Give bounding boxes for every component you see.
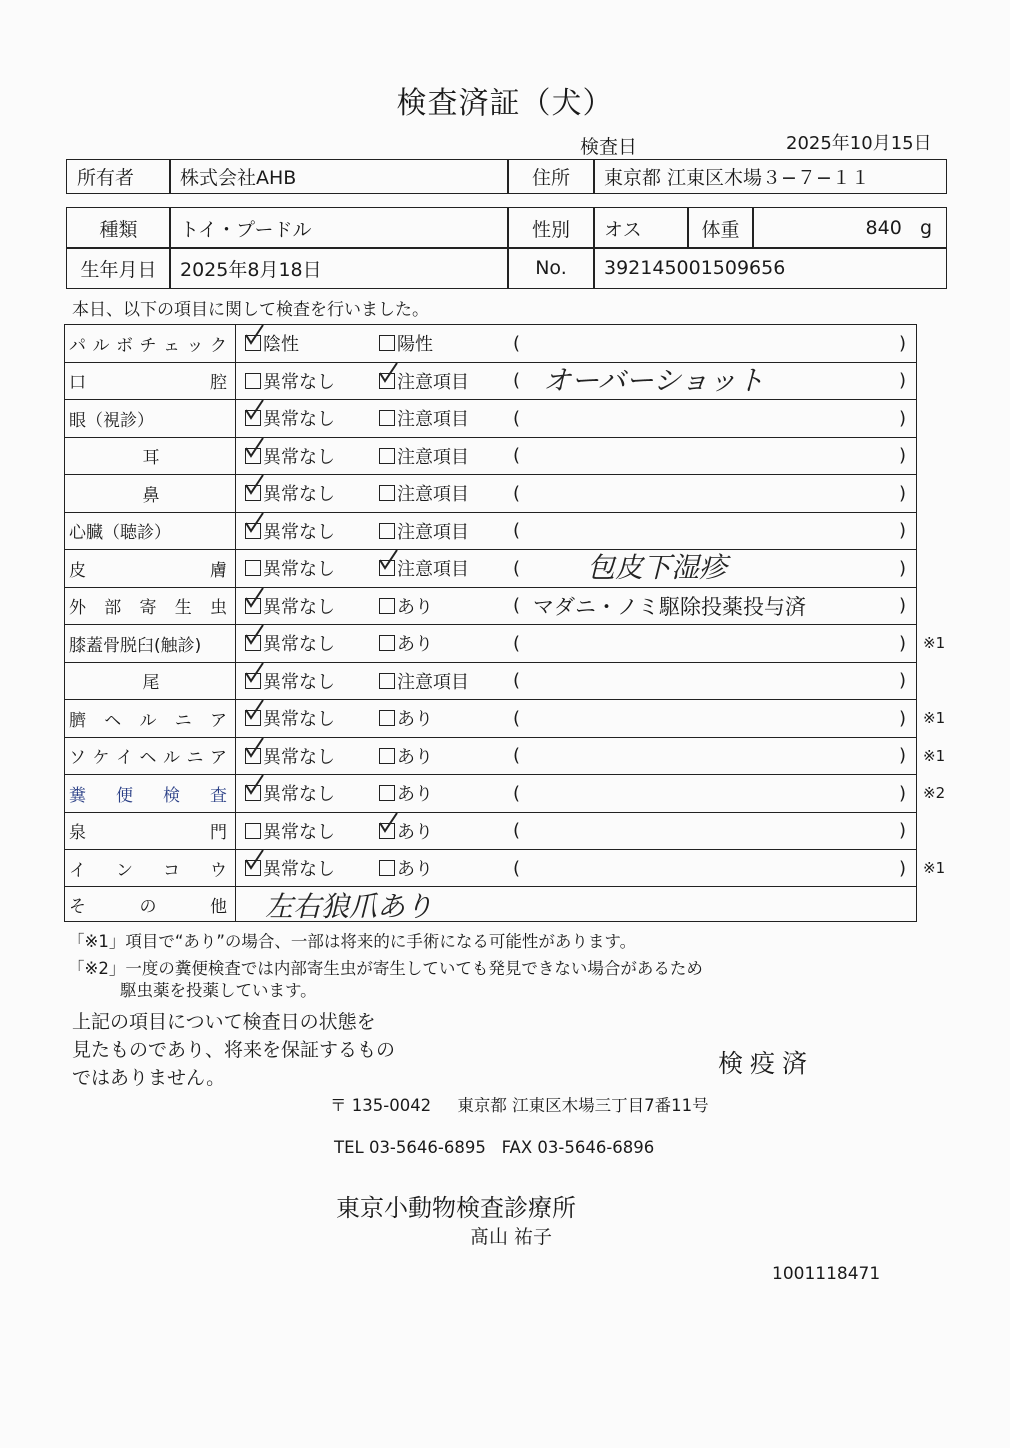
paren-open: ( [513, 782, 521, 804]
option-label: あり [397, 821, 433, 843]
breed-value: トイ・プードル [169, 207, 509, 249]
paren-open: ( [513, 482, 521, 504]
checkbox-icon[interactable] [245, 860, 261, 876]
option-label: 異常なし [263, 559, 335, 581]
paren-close: ) [899, 670, 907, 692]
clinic-name: 東京小動物検査診療所 [336, 1194, 576, 1222]
option-normal[interactable] [245, 738, 335, 775]
checkbox-icon[interactable] [379, 523, 395, 539]
exam-row-label: 口 腔 [69, 373, 227, 394]
document-number: 1001118471 [772, 1264, 881, 1284]
paren-open: ( [513, 332, 521, 354]
exam-row-label: ソ ケ イ ヘ ル ニ ア [69, 748, 227, 769]
checkbox-icon[interactable] [245, 373, 261, 389]
checkbox-icon[interactable] [245, 785, 261, 801]
paren-open: ( [513, 520, 521, 542]
checkbox-icon[interactable] [245, 823, 261, 839]
intro-text: 本日、以下の項目に関して検査を行いました。 [72, 300, 429, 320]
checkbox-icon[interactable] [245, 560, 261, 576]
option-flag[interactable] [379, 775, 433, 812]
option-flag[interactable] [379, 813, 433, 850]
exam-row [64, 737, 946, 775]
option-label: 注意項目 [397, 409, 469, 431]
document-title: 検査済証（犬） [396, 86, 614, 121]
option-label: 異常なし [263, 821, 335, 843]
weight-unit: g [919, 217, 932, 239]
option-normal[interactable] [245, 400, 335, 437]
paren-close: ) [899, 445, 907, 467]
disclaimer [72, 1008, 395, 1092]
exam-row [64, 624, 946, 662]
exam-row-label: 糞 便 検 査 [69, 785, 227, 806]
option-label: 注意項目 [397, 671, 469, 693]
option-label: あり [397, 596, 433, 618]
option-flag[interactable] [379, 625, 433, 662]
option-label: 異常なし [263, 746, 335, 768]
quarantine-stamp-text: 検疫済 [718, 1049, 815, 1078]
option-normal[interactable] [245, 438, 335, 475]
paren-open: ( [513, 557, 521, 579]
option-normal[interactable] [245, 513, 335, 550]
checkbox-icon[interactable] [379, 673, 395, 689]
option-normal[interactable] [245, 550, 335, 587]
option-flag[interactable] [379, 550, 469, 587]
option-label: あり [397, 709, 433, 731]
tel: TEL 03-5646-6895 [334, 1138, 486, 1157]
option-label: 異常なし [263, 446, 335, 468]
option-flag[interactable] [379, 663, 469, 700]
option-label: 異常なし [263, 634, 335, 656]
exam-row-mark: ※1 [923, 709, 946, 728]
disclaimer-line-1: 上記の項目について検査日の状態を [72, 1011, 376, 1033]
option-normal[interactable] [245, 588, 335, 625]
clinic-address-line [330, 1092, 709, 1116]
option-label: 異常なし [263, 671, 335, 693]
exam-row-mark: ※1 [923, 634, 946, 653]
paren-open: ( [513, 857, 521, 879]
weight-label: 体重 [687, 207, 754, 249]
clinic-address: 東京都 江東区木場三丁目7番11号 [457, 1096, 709, 1115]
option-normal[interactable] [245, 775, 335, 812]
option-label: あり [397, 634, 433, 656]
option-normal[interactable] [245, 625, 335, 662]
exam-row [64, 587, 917, 625]
paren-close: ) [899, 820, 907, 842]
option-normal[interactable] [245, 475, 335, 512]
paren-close: ) [899, 707, 907, 729]
checkbox-icon[interactable] [379, 560, 395, 576]
option-label: 異常なし [263, 859, 335, 881]
option-label: 異常なし [263, 521, 335, 543]
checkbox-icon[interactable] [245, 635, 261, 651]
checkbox-icon[interactable] [379, 710, 395, 726]
paren-open: ( [513, 820, 521, 842]
option-flag[interactable] [379, 738, 433, 775]
option-flag[interactable] [379, 475, 469, 512]
exam-row [64, 324, 917, 362]
weight-value [752, 207, 947, 249]
paren-open: ( [513, 407, 521, 429]
checkbox-icon[interactable] [245, 748, 261, 764]
option-label: 陽性 [397, 334, 433, 356]
breed-label: 種類 [66, 207, 171, 249]
paren-close: ) [899, 595, 907, 617]
exam-row-label: 臍 ヘ ル ニ ア [69, 710, 227, 731]
option-normal[interactable] [245, 850, 335, 887]
option-normal[interactable] [245, 813, 335, 850]
paren-open: ( [513, 670, 521, 692]
number-value: 392145001509656 [593, 247, 947, 289]
address-label: 住所 [507, 159, 595, 194]
exam-row-label: パ ル ボ チ ェ ッ ク [69, 335, 227, 356]
exam-row [64, 362, 917, 400]
option-flag[interactable] [379, 850, 433, 887]
paren-close: ) [899, 520, 907, 542]
exam-row [64, 812, 917, 850]
option-label: 注意項目 [397, 559, 469, 581]
birthday-value: 2025年8月18日 [169, 247, 509, 289]
option-normal[interactable] [245, 663, 335, 700]
option-label: 異常なし [263, 409, 335, 431]
other-row [64, 886, 917, 922]
option-flag[interactable] [379, 325, 433, 362]
birthday-label: 生年月日 [66, 247, 171, 289]
paren-open: ( [513, 632, 521, 654]
option-flag[interactable] [379, 513, 469, 550]
contact-line [334, 1138, 654, 1157]
exam-row [64, 662, 917, 700]
checkbox-icon[interactable] [379, 748, 395, 764]
option-normal[interactable] [245, 700, 335, 737]
sex-label: 性別 [507, 207, 595, 249]
option-label: 異常なし [263, 596, 335, 618]
checkbox-icon[interactable] [245, 598, 261, 614]
checkbox-icon[interactable] [379, 485, 395, 501]
exam-row-label: 眼（視診） [69, 410, 154, 431]
option-flag[interactable] [379, 700, 433, 737]
exam-row-label: 外 部 寄 生 虫 [69, 598, 227, 619]
option-label: 注意項目 [397, 446, 469, 468]
exam-row-label: 泉 門 [69, 823, 227, 844]
exam-row-label: 心臓（聴診） [69, 523, 171, 544]
option-label: 注意項目 [397, 521, 469, 543]
checkbox-icon[interactable] [245, 673, 261, 689]
owner-value: 株式会社AHB [169, 159, 509, 194]
exam-row [64, 437, 917, 475]
disclaimer-line-3: ではありません。 [72, 1067, 226, 1089]
option-label: 異常なし [263, 484, 335, 506]
option-flag[interactable] [379, 438, 469, 475]
checkbox-icon[interactable] [379, 598, 395, 614]
owner-label: 所有者 [66, 159, 171, 194]
exam-row [64, 549, 917, 587]
checkbox-icon[interactable] [379, 860, 395, 876]
option-label: 注意項目 [397, 484, 469, 506]
option-label: 陰性 [263, 334, 299, 356]
exam-row [64, 774, 946, 812]
responsible-person: 髙山 祐子 [470, 1226, 553, 1248]
paren-close: ) [899, 332, 907, 354]
checkbox-icon[interactable] [245, 448, 261, 464]
checkbox-icon[interactable] [379, 335, 395, 351]
note-2b: 駆虫薬を投薬しています。 [120, 981, 317, 1000]
exam-date-label: 検査日 [580, 136, 638, 158]
exam-row [64, 399, 917, 437]
paren-close: ) [899, 857, 907, 879]
paren-close: ) [899, 632, 907, 654]
option-label: あり [397, 859, 433, 881]
exam-row-mark: ※1 [923, 859, 946, 878]
checkbox-icon[interactable] [379, 785, 395, 801]
checkbox-icon[interactable] [245, 335, 261, 351]
option-normal[interactable] [245, 325, 299, 362]
checkbox-icon[interactable] [245, 485, 261, 501]
exam-row [64, 699, 946, 737]
exam-row-label: 尾 [142, 673, 160, 694]
other-note: 左右狼爪あり [265, 890, 434, 923]
option-flag[interactable] [379, 400, 469, 437]
address-value: 東京都 江東区木場３−７−１１ [593, 159, 947, 194]
exam-row-mark: ※2 [923, 784, 946, 803]
exam-row-mark: ※1 [923, 746, 946, 765]
exam-row [64, 474, 917, 512]
exam-row-label: 鼻 [142, 485, 160, 506]
checkbox-icon[interactable] [379, 448, 395, 464]
checkbox-icon[interactable] [379, 410, 395, 426]
option-label: あり [397, 746, 433, 768]
paren-open: ( [513, 595, 521, 617]
exam-row-label: 耳 [142, 448, 160, 469]
paren-open: ( [513, 745, 521, 767]
exam-row-note: オーバーショット [543, 363, 765, 397]
other-label: そ の 他 [69, 896, 227, 917]
checkbox-icon[interactable] [245, 523, 261, 539]
number-label: No. [507, 247, 595, 289]
exam-row-label: イ ン コ ウ [69, 860, 227, 881]
option-label: 注意項目 [397, 371, 469, 393]
paren-close: ) [899, 482, 907, 504]
disclaimer-line-2: 見たものであり、将来を保証するもの [72, 1039, 396, 1061]
paren-close: ) [899, 745, 907, 767]
paren-close: ) [899, 370, 907, 392]
postal-code: 〒 135-0042 [330, 1096, 432, 1115]
paren-open: ( [513, 445, 521, 467]
checkbox-icon[interactable] [379, 635, 395, 651]
exam-date-value: 2025年10月15日 [786, 133, 932, 154]
option-flag[interactable] [379, 588, 433, 625]
paren-close: ) [899, 782, 907, 804]
note-1: 「※1」項目で“あり”の場合、一部は将来的に手術になる可能性があります。 [68, 932, 637, 951]
option-label: 異常なし [263, 709, 335, 731]
fax: FAX 03-5646-6896 [501, 1138, 655, 1157]
option-normal[interactable] [245, 363, 335, 400]
checkbox-icon[interactable] [379, 823, 395, 839]
sex-value: オス [593, 207, 689, 249]
checkbox-icon[interactable] [379, 373, 395, 389]
paren-open: ( [513, 370, 521, 392]
paren-close: ) [899, 557, 907, 579]
exam-row-label: 膝蓋骨脱臼(触診) [69, 635, 202, 656]
exam-row-note: 包皮下湿疹 [587, 551, 728, 584]
checkbox-icon[interactable] [245, 710, 261, 726]
paren-open: ( [513, 707, 521, 729]
exam-row [64, 849, 946, 887]
exam-row-note: マダニ・ノミ駆除投薬投与済 [533, 594, 806, 619]
option-label: 異常なし [263, 371, 335, 393]
paren-close: ) [899, 407, 907, 429]
option-flag[interactable] [379, 363, 469, 400]
exam-row-label: 皮 膚 [69, 560, 227, 581]
option-label: 異常なし [263, 784, 335, 806]
checkbox-icon[interactable] [245, 410, 261, 426]
option-label: あり [397, 784, 433, 806]
exam-row [64, 512, 917, 550]
weight-number: 840 [865, 217, 902, 239]
note-2a: 「※2」一度の糞便検査では内部寄生虫が寄生していても発見できない場合があるため [68, 959, 703, 978]
